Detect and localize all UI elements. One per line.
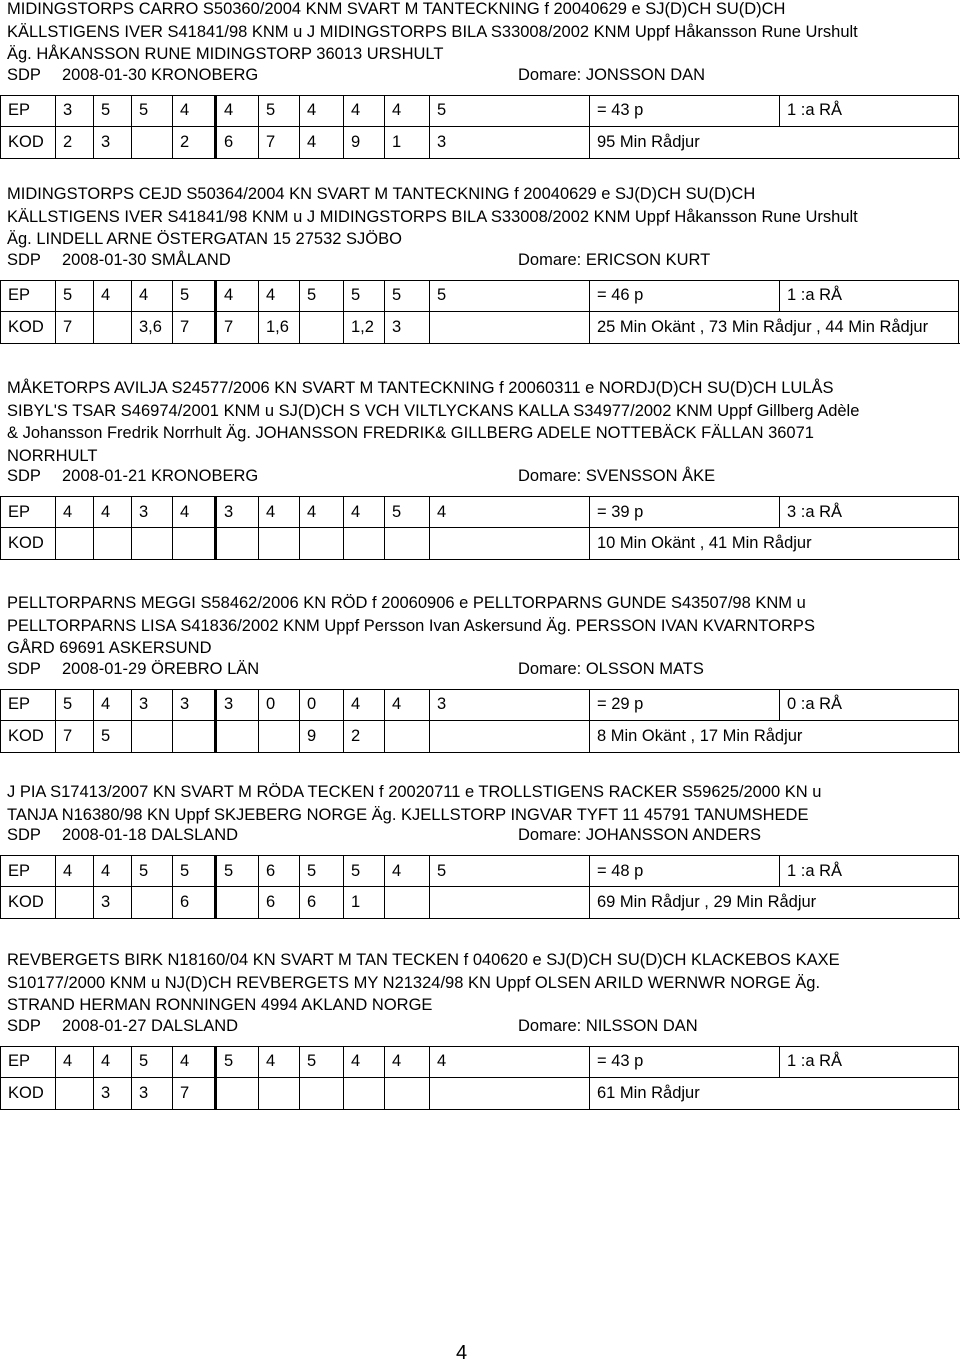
kod-summary: 69 Min Rådjur , 29 Min Rådjur — [590, 887, 959, 919]
ep-score-cell: 4 — [385, 1046, 430, 1077]
ep-score-cell: 5 — [173, 280, 216, 311]
ep-score-cell: 5 — [430, 95, 590, 126]
kod-cell: 3 — [385, 311, 430, 343]
ep-score-cell: 5 — [300, 1046, 344, 1077]
kod-cell: 3 — [94, 887, 132, 919]
kod-cell — [430, 311, 590, 343]
kod-cell: 6 — [259, 887, 300, 919]
trial-info-row — [7, 66, 957, 88]
ep-score-cell: 6 — [259, 856, 300, 887]
kod-summary: 61 Min Rådjur — [590, 1077, 959, 1109]
kod-cell — [216, 720, 259, 752]
ep-total: = 46 p — [590, 280, 780, 311]
ep-score-cell: 4 — [216, 280, 259, 311]
sdp-label: SDP — [7, 467, 41, 485]
kod-cell — [173, 528, 216, 560]
kod-cell — [259, 720, 300, 752]
dog-description-line: GÅRD 69691 ASKERSUND — [7, 639, 212, 657]
kod-cell: 6 — [216, 126, 259, 158]
dog-description-line: PELLTORPARNS MEGGI S58462/2006 KN RÖD f 20060906 e PELLTORPARNS GUNDE S43507/98 KNM u — [7, 594, 806, 612]
ep-score-cell: 4 — [94, 689, 132, 720]
kod-summary: 8 Min Okänt , 17 Min Rådjur — [590, 720, 959, 752]
kod-cell — [344, 528, 385, 560]
ep-score-cell: 5 — [344, 856, 385, 887]
kod-cell — [216, 528, 259, 560]
kod-cell — [94, 311, 132, 343]
prize: 3 :a RÅ — [780, 497, 959, 528]
ep-score-cell: 4 — [259, 280, 300, 311]
kod-label: KOD — [1, 1077, 56, 1109]
ep-score-cell: 5 — [56, 280, 94, 311]
dog-description-line: NORRHULT — [7, 446, 98, 465]
prize: 1 :a RÅ — [780, 280, 959, 311]
kod-cell — [132, 887, 173, 919]
kod-cell: 2 — [344, 720, 385, 752]
kod-summary: 10 Min Okänt , 41 Min Rådjur — [590, 528, 959, 560]
kod-cell: 3 — [132, 1077, 173, 1109]
ep-score-cell: 4 — [300, 497, 344, 528]
kod-row — [1, 126, 959, 158]
ep-score-cell: 4 — [430, 1046, 590, 1077]
ep-score-cell: 4 — [132, 280, 173, 311]
kod-cell: 1 — [344, 887, 385, 919]
kod-cell: 4 — [300, 126, 344, 158]
ep-score-cell: 5 — [344, 280, 385, 311]
judge-name: Domare: SVENSSON ÅKE — [518, 467, 716, 485]
ep-score-cell: 3 — [56, 95, 94, 126]
sdp-label: SDP — [7, 65, 41, 84]
kod-cell: 5 — [94, 720, 132, 752]
ep-score-cell: 4 — [56, 1046, 94, 1077]
kod-row — [1, 720, 959, 752]
score-table — [0, 95, 959, 159]
kod-cell — [430, 720, 590, 752]
ep-label: EP — [1, 95, 56, 126]
kod-cell: 2 — [173, 126, 216, 158]
ep-score-cell: 4 — [56, 856, 94, 887]
prize: 1 :a RÅ — [780, 95, 959, 126]
kod-cell — [259, 1077, 300, 1109]
ep-score-cell: 5 — [300, 280, 344, 311]
kod-cell — [385, 1077, 430, 1109]
kod-label: KOD — [1, 528, 56, 560]
kod-cell: 7 — [56, 311, 94, 343]
kod-cell — [132, 126, 173, 158]
kod-cell — [430, 528, 590, 560]
trial-info-row — [7, 467, 957, 489]
score-table — [0, 1046, 959, 1110]
dog-description-line: Äg. LINDELL ARNE ÖSTERGATAN 15 27532 SJÖBO — [7, 230, 402, 248]
score-table — [0, 280, 959, 344]
trial-info-row — [7, 660, 957, 682]
ep-score-cell: 5 — [430, 856, 590, 887]
ep-total: = 29 p — [590, 689, 780, 720]
ep-score-cell: 0 — [300, 689, 344, 720]
prize: 1 :a RÅ — [780, 1046, 959, 1077]
dog-description-line: S10177/2000 KNM u NJ(D)CH REVBERGETS MY N21324/98 KN Uppf OLSEN ARILD WERNWR NORGE Äg. — [7, 973, 821, 992]
ep-score-row — [1, 1046, 959, 1077]
kod-cell — [94, 528, 132, 560]
ep-score-cell: 5 — [300, 856, 344, 887]
ep-total: = 43 p — [590, 95, 780, 126]
kod-cell: 7 — [216, 311, 259, 343]
ep-score-cell: 3 — [430, 689, 590, 720]
ep-score-cell: 4 — [344, 1046, 385, 1077]
judge-name: Domare: OLSSON MATS — [518, 659, 704, 678]
dog-description-line: MÅKETORPS AVILJA S24577/2006 KN SVART M TANTECKNING f 20060311 e NORDJ(D)CH SU(D)CH LULÅS — [7, 379, 834, 397]
ep-label: EP — [1, 497, 56, 528]
ep-label: EP — [1, 280, 56, 311]
kod-cell: 2 — [56, 126, 94, 158]
score-table — [0, 689, 959, 753]
dog-description-line: KÄLLSTIGENS IVER S41841/98 KNM u J MIDINGSTORPS BILA S33008/2002 KNM Uppf Håkansson Rune Urshult — [7, 207, 858, 226]
judge-name: Domare: ERICSON KURT — [518, 250, 711, 269]
dog-description-line: Äg. HÅKANSSON RUNE MIDINGSTORP 36013 URSHULT — [7, 45, 444, 63]
kod-cell: 1,6 — [259, 311, 300, 343]
dog-description-line: TANJA N16380/98 KN Uppf SKJEBERG NORGE Äg. KJELLSTORP INGVAR TYFT 11 45791 TANUMSHEDE — [7, 805, 809, 824]
ep-score-cell: 3 — [216, 497, 259, 528]
ep-score-cell: 3 — [132, 689, 173, 720]
kod-cell: 7 — [173, 311, 216, 343]
prize: 1 :a RÅ — [780, 856, 959, 887]
ep-total: = 39 p — [590, 497, 780, 528]
ep-score-cell: 4 — [173, 95, 216, 126]
ep-label: EP — [1, 856, 56, 887]
kod-label: KOD — [1, 126, 56, 158]
kod-cell — [259, 528, 300, 560]
kod-cell — [132, 528, 173, 560]
sdp-label: SDP — [7, 826, 41, 844]
kod-cell: 3 — [94, 126, 132, 158]
kod-cell — [132, 720, 173, 752]
kod-cell — [430, 887, 590, 919]
kod-cell — [216, 887, 259, 919]
kod-cell — [300, 1077, 344, 1109]
sdp-label: SDP — [7, 659, 41, 678]
ep-score-cell: 0 — [259, 689, 300, 720]
ep-score-row — [1, 280, 959, 311]
trial-date-place: 2008-01-21 KRONOBERG — [62, 467, 259, 485]
judge-name: Domare: JONSSON DAN — [518, 65, 706, 84]
kod-cell — [385, 528, 430, 560]
ep-score-cell: 4 — [259, 1046, 300, 1077]
score-table — [0, 496, 959, 560]
kod-cell — [385, 887, 430, 919]
judge-name: Domare: NILSSON DAN — [518, 1016, 698, 1035]
dog-description-line: & Johansson Fredrik Norrhult Äg. JOHANSSON FREDRIK& GILLBERG ADELE NOTTEBÄCK FÄLLAN 36071 — [7, 424, 814, 442]
ep-score-cell: 3 — [216, 689, 259, 720]
ep-score-cell: 4 — [385, 856, 430, 887]
kod-row — [1, 311, 959, 343]
ep-score-cell: 5 — [259, 95, 300, 126]
kod-row — [1, 887, 959, 919]
sdp-label: SDP — [7, 250, 41, 269]
dog-description-line: STRAND HERMAN RONNINGEN 4994 AKLAND NORGE — [7, 996, 433, 1014]
ep-score-cell: 4 — [216, 95, 259, 126]
trial-info-row — [7, 1017, 957, 1039]
sdp-label: SDP — [7, 1016, 41, 1035]
kod-cell: 7 — [56, 720, 94, 752]
kod-cell — [430, 1077, 590, 1109]
ep-score-cell: 5 — [430, 280, 590, 311]
kod-cell: 6 — [173, 887, 216, 919]
trial-info-row — [7, 251, 957, 273]
trial-date-place: 2008-01-30 KRONOBERG — [62, 65, 259, 84]
ep-score-row — [1, 856, 959, 887]
ep-score-cell: 4 — [385, 95, 430, 126]
judge-name: Domare: JOHANSSON ANDERS — [518, 826, 761, 844]
trial-date-place: 2008-01-29 ÖREBRO LÄN — [62, 659, 260, 678]
trial-date-place: 2008-01-18 DALSLAND — [62, 826, 239, 844]
ep-score-cell: 5 — [216, 856, 259, 887]
ep-score-cell: 4 — [173, 1046, 216, 1077]
kod-label: KOD — [1, 720, 56, 752]
kod-cell: 3 — [430, 126, 590, 158]
ep-label: EP — [1, 689, 56, 720]
dog-description-line: SIBYL'S TSAR S46974/2001 KNM u SJ(D)CH S VCH VILTLYCKANS KALLA S34977/2002 KNM Uppf Gillberg Adèle — [7, 401, 860, 420]
kod-cell — [216, 1077, 259, 1109]
ep-score-cell: 4 — [94, 856, 132, 887]
ep-score-cell: 5 — [385, 280, 430, 311]
kod-cell: 7 — [259, 126, 300, 158]
kod-summary: 95 Min Rådjur — [590, 126, 959, 158]
dog-description-line: REVBERGETS BIRK N18160/04 KN SVART M TAN TECKEN f 040620 e SJ(D)CH SU(D)CH KLACKEBOS KAXE — [7, 951, 840, 969]
ep-score-cell: 5 — [216, 1046, 259, 1077]
ep-total: = 48 p — [590, 856, 780, 887]
kod-cell: 3,6 — [132, 311, 173, 343]
kod-cell — [56, 1077, 94, 1109]
trial-date-place: 2008-01-30 SMÅLAND — [62, 250, 231, 269]
ep-score-cell: 4 — [259, 497, 300, 528]
dog-description-line: MIDINGSTORPS CEJD S50364/2004 KN SVART M TANTECKNING f 20040629 e SJ(D)CH SU(D)CH — [7, 185, 756, 203]
kod-cell: 9 — [300, 720, 344, 752]
ep-score-cell: 5 — [385, 497, 430, 528]
ep-score-cell: 4 — [344, 497, 385, 528]
ep-label: EP — [1, 1046, 56, 1077]
ep-score-cell: 4 — [173, 497, 216, 528]
ep-score-cell: 4 — [94, 497, 132, 528]
kod-cell: 7 — [173, 1077, 216, 1109]
ep-score-cell: 3 — [132, 497, 173, 528]
ep-score-cell: 5 — [132, 95, 173, 126]
ep-score-row — [1, 497, 959, 528]
dog-description-line: MIDINGSTORPS CARRO S50360/2004 KNM SVART M TANTECKNING f 20040629 e SJ(D)CH SU(D)CH — [7, 0, 786, 18]
prize: 0 :a RÅ — [780, 689, 959, 720]
ep-score-cell: 4 — [94, 280, 132, 311]
ep-score-cell: 5 — [56, 689, 94, 720]
kod-label: KOD — [1, 311, 56, 343]
ep-score-cell: 5 — [173, 856, 216, 887]
ep-score-cell: 5 — [94, 95, 132, 126]
kod-cell — [385, 720, 430, 752]
ep-score-row — [1, 689, 959, 720]
kod-cell: 9 — [344, 126, 385, 158]
ep-total: = 43 p — [590, 1046, 780, 1077]
ep-score-row — [1, 95, 959, 126]
ep-score-cell: 4 — [300, 95, 344, 126]
kod-cell — [56, 887, 94, 919]
ep-score-cell: 5 — [132, 856, 173, 887]
ep-score-cell: 4 — [56, 497, 94, 528]
kod-cell: 1 — [385, 126, 430, 158]
ep-score-cell: 3 — [173, 689, 216, 720]
ep-score-cell: 5 — [132, 1046, 173, 1077]
ep-score-cell: 4 — [344, 689, 385, 720]
ep-score-cell: 4 — [344, 95, 385, 126]
kod-label: KOD — [1, 887, 56, 919]
kod-cell — [173, 720, 216, 752]
trial-date-place: 2008-01-27 DALSLAND — [62, 1016, 239, 1035]
kod-row — [1, 528, 959, 560]
dog-description-line: PELLTORPARNS LISA S41836/2002 KNM Uppf Persson Ivan Askersund Äg. PERSSON IVAN KVARNTORPS — [7, 616, 815, 635]
trial-info-row — [7, 826, 957, 848]
kod-cell — [56, 528, 94, 560]
ep-score-cell: 4 — [430, 497, 590, 528]
page-number: 4 — [456, 1342, 468, 1364]
kod-cell — [300, 311, 344, 343]
kod-cell: 6 — [300, 887, 344, 919]
kod-cell — [300, 528, 344, 560]
kod-summary: 25 Min Okänt , 73 Min Rådjur , 44 Min Rådjur — [590, 311, 959, 343]
dog-description-line: KÄLLSTIGENS IVER S41841/98 KNM u J MIDINGSTORPS BILA S33008/2002 KNM Uppf Håkansson Rune Urshult — [7, 22, 858, 41]
dog-description-line: J PIA S17413/2007 KN SVART M RÖDA TECKEN f 20020711 e TROLLSTIGENS RACKER S59625/2000 KN u — [7, 783, 822, 801]
ep-score-cell: 4 — [94, 1046, 132, 1077]
score-table — [0, 855, 959, 919]
kod-cell: 1,2 — [344, 311, 385, 343]
ep-score-cell: 4 — [385, 689, 430, 720]
kod-cell — [344, 1077, 385, 1109]
kod-row — [1, 1077, 959, 1109]
kod-cell: 3 — [94, 1077, 132, 1109]
